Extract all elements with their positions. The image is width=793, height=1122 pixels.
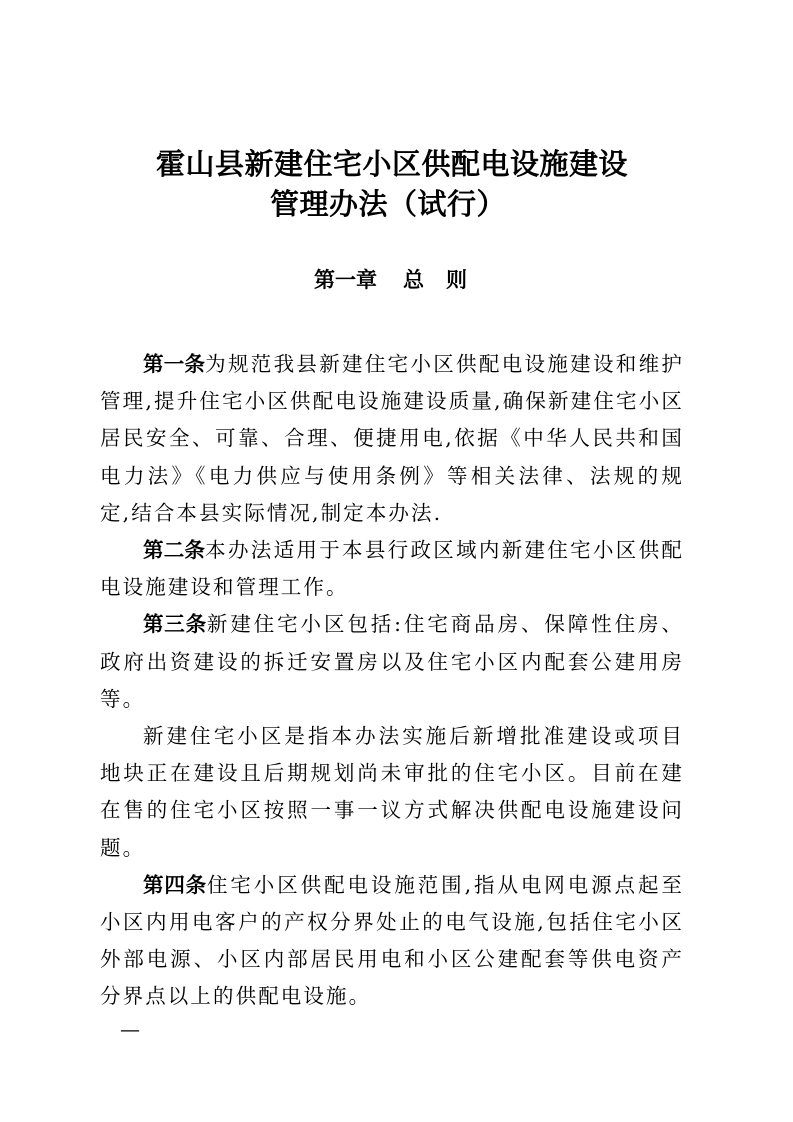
article-number: 第一条 bbox=[143, 352, 206, 376]
document-title-line-1: 霍山县新建住宅小区供配电设施建设 bbox=[156, 147, 629, 181]
article-paragraph bbox=[100, 606, 684, 718]
article-text: 新建住宅小区是指本办法实施后新增批准建设或项目地块正在建设且后期规划尚未审批的住宅小区。目前在建在售的住宅小区按照一事一议方式解决供配电设施建设问题。 bbox=[100, 724, 684, 860]
article-number: 第二条 bbox=[143, 538, 206, 563]
article-paragraph bbox=[100, 346, 684, 532]
article-text: 为规范我县新建住宅小区供配电设施建设和维护管理,提升住宅小区供配电设施建设质量,确保新建住宅小区居民安全、可靠、合理、便捷用电,依据《中华人民共和国电力法》《电力供应与使用条例》等相关法律、法规的规定,结合本县实际情况,制定本办法. bbox=[100, 352, 684, 525]
article-text: 新建住宅小区包括:住宅商品房、保障性住房、政府出资建设的拆迁安置房以及住宅小区内配套公建用房等。 bbox=[100, 612, 685, 711]
chapter-number: 第一章 bbox=[314, 268, 377, 292]
chapter-name-part-1: 总 bbox=[403, 268, 424, 292]
article-text: 本办法适用于本县行政区域内新建住宅小区供配电设施建设和管理工作。 bbox=[100, 538, 684, 600]
article-number: 第三条 bbox=[143, 612, 207, 637]
document-title-line-2: 管理办法（试行） bbox=[270, 187, 507, 221]
chapter-name-part-2: 则 bbox=[446, 268, 467, 292]
article-paragraph bbox=[100, 867, 684, 1016]
chapter-heading bbox=[314, 266, 467, 294]
article-number: 第四条 bbox=[143, 872, 207, 897]
article-paragraph bbox=[100, 718, 684, 867]
article-paragraph bbox=[100, 532, 684, 606]
document-body bbox=[100, 346, 684, 1016]
page-number-mark: — bbox=[120, 1017, 140, 1041]
article-text: 住宅小区供配电设施范围,指从电网电源点起至小区内用电客户的产权分界处止的电气设施,包括住宅小区外部电源、小区内部居民用电和小区公建配套等供电资产分界点以上的供配电设施。 bbox=[100, 872, 684, 1009]
